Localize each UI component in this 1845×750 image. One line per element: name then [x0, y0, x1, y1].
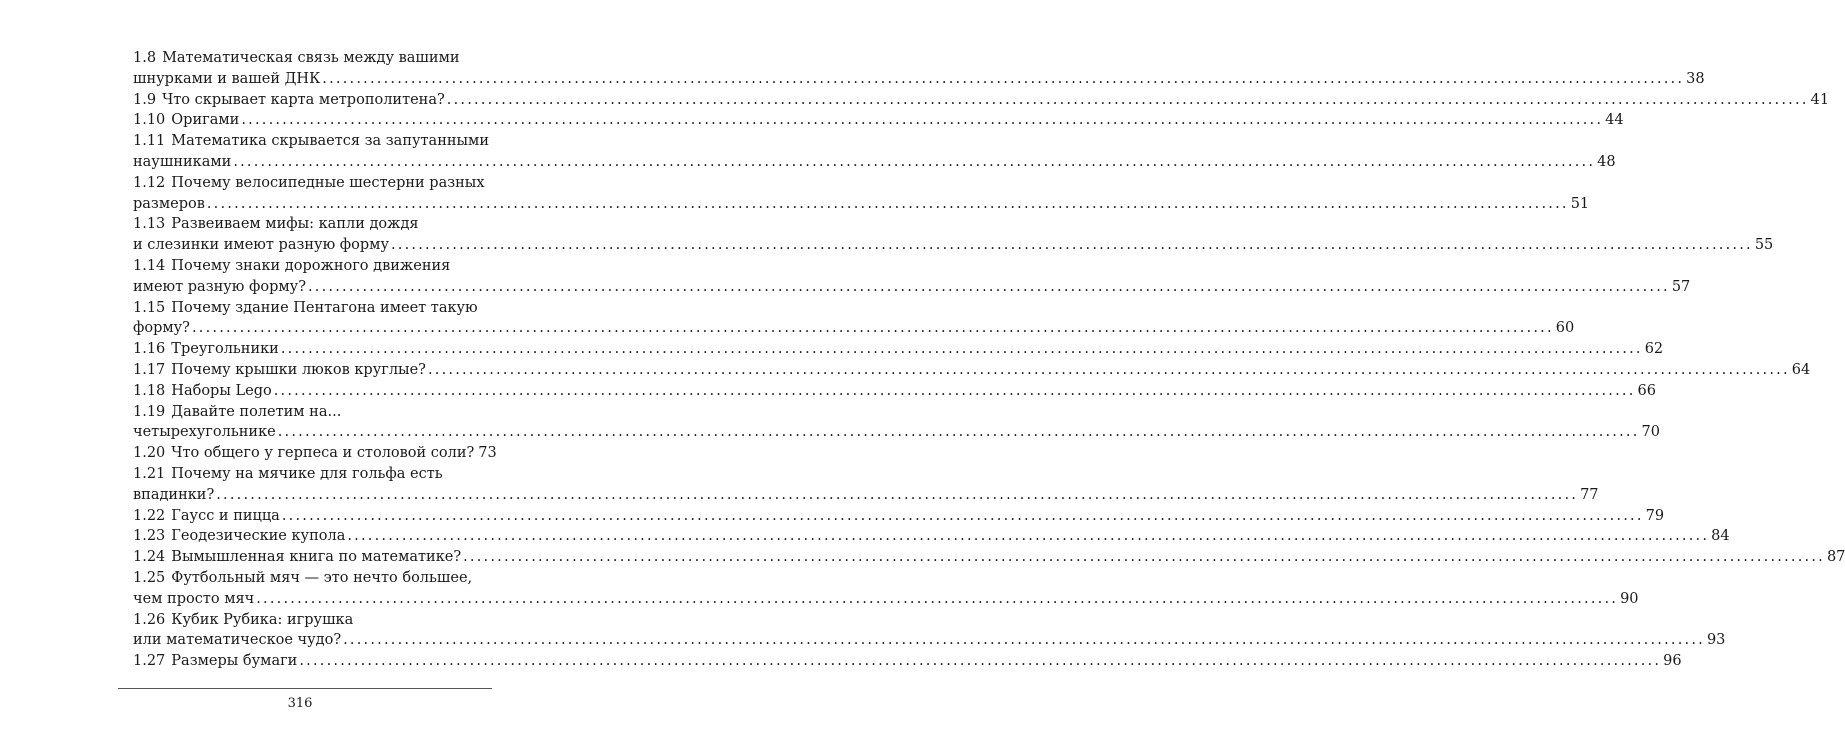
toc-entry-title: Размеры бумаги: [171, 653, 298, 670]
toc-entry-number: 1.16: [133, 341, 166, 358]
toc-entry-line: [133, 298, 490, 319]
dot-leader: ........................................................................................................................................................................................................: [347, 528, 1710, 545]
toc-entry-page: 84: [1711, 528, 1730, 545]
toc-entry-leader-line: [133, 90, 1830, 111]
dot-leader: ........................................................................................................................................................................................................: [277, 424, 1640, 441]
toc-entry-leader-line: [133, 443, 497, 464]
dot-leader: ........................................................................................................................................................................................................: [256, 590, 1619, 607]
toc-entry-leader-line: [133, 194, 1590, 215]
toc-entry: [133, 214, 1774, 256]
toc-entry-title: размеров: [133, 195, 205, 212]
toc-entry-page: 77: [1580, 486, 1599, 503]
toc-entry-line: [133, 173, 490, 194]
toc-entry-leader-line: [133, 110, 1624, 131]
toc-entry-line: [133, 131, 490, 152]
toc-entry-title: и слезинки имеют разную форму: [133, 237, 389, 254]
toc-entry-line: [133, 256, 490, 277]
toc-entry-leader-line: [133, 235, 1774, 256]
toc-entry-line: [133, 610, 490, 631]
toc-entry-number: 1.17: [133, 361, 166, 378]
toc-entry-page: 93: [1706, 632, 1726, 649]
toc-entry-line: [133, 214, 490, 235]
toc-entry-leader-line: [133, 422, 1660, 443]
toc-entry-title: Оригами: [171, 112, 240, 129]
toc-entry-leader-line: [133, 318, 1575, 339]
toc-entry-leader-line: [133, 651, 1682, 672]
toc-entry-leader-line: [133, 506, 1665, 527]
toc-entry-title: Почему на мячике для гольфа есть: [171, 465, 443, 482]
dot-leader: ........................................................................................................................................................................................................: [446, 91, 1809, 108]
toc-entry-number: 1.24: [133, 549, 166, 566]
dot-leader: ........................................................................................................................................................................................................: [191, 320, 1554, 337]
toc-entry-title: имеют разную форму?: [133, 278, 306, 295]
toc-entry: [133, 131, 1616, 173]
toc-entry-line: [133, 402, 490, 423]
toc-entry-number: 1.10: [133, 112, 166, 129]
toc-entry-leader-line: [133, 589, 1639, 610]
toc-entry: [133, 568, 1639, 610]
dot-leader: ........................................................................................................................................................................................................: [463, 549, 1825, 566]
toc-entry-title: Математика скрывается за запутанными: [171, 133, 490, 150]
toc-entry-number: 1.8: [133, 50, 157, 66]
toc-entry-page: 62: [1644, 341, 1664, 358]
toc-entry-line: [133, 464, 490, 485]
dot-leader: ........................................................................................................................................................................................................: [322, 70, 1685, 87]
toc-entry-page: 57: [1671, 278, 1691, 295]
toc-entry-number: 1.21: [133, 465, 166, 482]
table-of-contents: [133, 48, 1845, 672]
toc-entry-number: 1.18: [133, 382, 166, 399]
toc-entry: [133, 48, 1705, 90]
toc-entry-leader-line: [133, 360, 1811, 381]
toc-entry-page: 55: [1754, 237, 1774, 254]
toc-entry-title: форму?: [133, 320, 190, 337]
toc-entry-leader-line: [133, 630, 1726, 651]
toc-entry-title: Кубик Рубика: игрушка: [171, 611, 354, 628]
toc-entry: [133, 90, 1830, 111]
toc-entry: [133, 381, 1656, 402]
toc-entry-title: наушниками: [133, 153, 232, 170]
toc-entry-title: чем просто мяч: [133, 590, 255, 607]
toc-entry-number: 1.20: [133, 445, 166, 462]
toc-entry: [133, 402, 1660, 444]
dot-leader: ........................................................................................................................................................................................................: [206, 195, 1569, 212]
toc-entry: [133, 443, 497, 464]
toc-entry-number: 1.25: [133, 569, 166, 586]
toc-entry-leader-line: [133, 152, 1616, 173]
dot-leader: ........................................................................................................................................................................................................: [233, 153, 1596, 170]
toc-entry-page: 66: [1637, 382, 1656, 399]
toc-entry-page: 96: [1663, 653, 1682, 670]
toc-entry-page: 79: [1645, 507, 1665, 524]
toc-entry-number: 1.27: [133, 653, 166, 670]
toc-entry-line: [133, 48, 490, 69]
toc-entry-number: 1.19: [133, 403, 166, 420]
toc-entry-page: 64: [1791, 361, 1811, 378]
toc-entry: [133, 360, 1811, 381]
toc-entry-title: Геодезические купола: [171, 528, 346, 545]
toc-entry: [133, 651, 1682, 672]
toc-entry-title: Треугольники: [171, 341, 279, 358]
toc-entry: [133, 547, 1845, 568]
toc-entry-page: 73: [478, 445, 497, 462]
dot-leader: ........................................................................................................................................................................................................: [308, 278, 1670, 295]
toc-entry-leader-line: [133, 381, 1656, 402]
toc-entry-leader-line: [133, 277, 1691, 298]
toc-entry-number: 1.13: [133, 216, 166, 233]
toc-entry-leader-line: [133, 547, 1845, 568]
toc-entry-page: 41: [1810, 91, 1830, 108]
toc-entry-number: 1.23: [133, 528, 166, 545]
toc-entry-page: 60: [1555, 320, 1575, 337]
toc-entry-leader-line: [133, 339, 1664, 360]
toc-entry-leader-line: [133, 69, 1705, 90]
toc-entry: [133, 298, 1575, 340]
toc-entry: [133, 173, 1590, 215]
toc-entry-title: Что общего у герпеса и столовой соли?: [171, 445, 475, 462]
toc-entry-page: 87: [1826, 549, 1845, 566]
toc-entry: [133, 506, 1665, 527]
toc-entry-title: Наборы Lego: [171, 382, 272, 399]
dot-leader: ........................................................................................................................................................................................................: [390, 237, 1753, 254]
toc-entry-page: 44: [1605, 112, 1624, 129]
dot-leader: ........................................................................................................................................................................................................: [427, 361, 1790, 378]
toc-entry-leader-line: [133, 526, 1730, 547]
toc-entry-title: Что скрывает карта метрополитена?: [162, 91, 445, 108]
toc-entry-title: Почему знаки дорожного движения: [171, 257, 451, 274]
dot-leader: ........................................................................................................................................................................................................: [241, 112, 1604, 129]
toc-entry-number: 1.11: [133, 133, 166, 150]
toc-entry: [133, 610, 1726, 652]
dot-leader: ........................................................................................................................................................................................................: [216, 486, 1579, 503]
toc-entry-number: 1.14: [133, 257, 166, 274]
toc-entry-title: Вымышленная книга по математике?: [171, 549, 462, 566]
dot-leader: ........................................................................................................................................................................................................: [281, 507, 1644, 524]
dot-leader: ........................................................................................................................................................................................................: [299, 653, 1662, 670]
toc-entry-number: 1.15: [133, 299, 166, 316]
toc-entry-title: или математическое чудо?: [133, 632, 342, 649]
toc-entry-line: [133, 568, 490, 589]
toc-entry-page: 51: [1570, 195, 1590, 212]
toc-entry-title: Гаусс и пицца: [171, 507, 280, 524]
toc-entry-number: 1.9: [133, 91, 157, 108]
toc-entry-title: Почему крышки люков круглые?: [171, 361, 426, 378]
toc-entry-page: 90: [1620, 590, 1639, 607]
footer-rule: [118, 688, 492, 689]
toc-entry-title: Математическая связь между вашими: [162, 50, 460, 66]
toc-entry-page: 38: [1686, 70, 1705, 87]
toc-entry-leader-line: [133, 485, 1599, 506]
toc-entry-number: 1.12: [133, 174, 166, 191]
toc-entry-page: 70: [1641, 424, 1660, 441]
dot-leader: ........................................................................................................................................................................................................: [343, 632, 1705, 649]
toc-entry-title: Футбольный мяч — это нечто большее,: [171, 569, 473, 586]
toc-entry-number: 1.22: [133, 507, 166, 524]
toc-entry-page: 48: [1597, 153, 1616, 170]
toc-entry: [133, 526, 1730, 547]
toc-entry-number: 1.26: [133, 611, 166, 628]
page-number: 316: [287, 696, 313, 711]
toc-entry-title: шнурками и вашей ДНК: [133, 70, 321, 87]
toc-entry: [133, 339, 1664, 360]
toc-entry-title: четырехугольнике: [133, 424, 276, 441]
dot-leader: ........................................................................................................................................................................................................: [280, 341, 1643, 358]
toc-entry: [133, 110, 1624, 131]
dot-leader: ........................................................................................................................................................................................................: [273, 382, 1636, 399]
toc-entry: [133, 464, 1599, 506]
toc-entry: [133, 256, 1691, 298]
toc-entry-title: Давайте полетим на...: [171, 403, 342, 420]
toc-entry-title: Развеиваем мифы: капли дождя: [171, 216, 419, 233]
toc-entry-title: Почему здание Пентагона имеет такую: [171, 299, 478, 316]
toc-entry-title: Почему велосипедные шестерни разных: [171, 174, 485, 191]
toc-entry-title: впадинки?: [133, 486, 215, 503]
